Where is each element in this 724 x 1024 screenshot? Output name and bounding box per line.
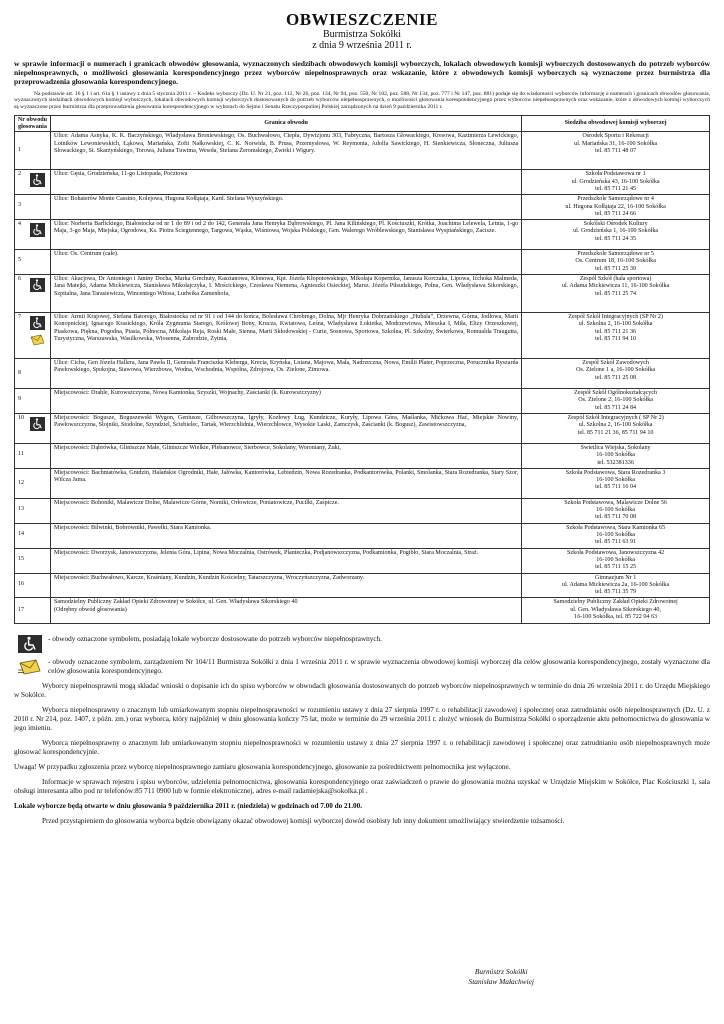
commission-seat bbox=[522, 523, 710, 548]
district-number-cell bbox=[15, 598, 51, 624]
commission-seat bbox=[522, 598, 710, 624]
column-header-nr: Nr obwodu głosowania bbox=[15, 116, 51, 132]
district-number-cell bbox=[15, 220, 51, 250]
paragraph-information: Informacje w sprawach rejestru i spisu wyborców, udzielenia pełnomocnictwa, głosowania korespondencyjnego oraz zaświadczeń o prawie do głosowania można uzyskać w Urzędzie Miejskim w Sokółce, Plac Kościuszki 1, sala obsługi interesanta albo pod nr telefonów:85 711 0900 lub w formie elektronicznej, adres e-mail radamiejska@sokolka.pl . bbox=[14, 778, 710, 796]
commission-seat bbox=[522, 170, 710, 195]
notice-subject: w sprawie informacji o numerach i granicach obwodów głosowania, wyznaczonych siedzibach obwodowych komisji wyborczych, lokalach obwodowych komisji wyborczych dostosowanych do potrzeb wyborców niepełnosprawnych, o możliwości głosowania korespondencyjnego przez wyborców niepełnosprawnych oraz wskazanie, które z obwodowych komisji wyborczych są wyznaczone przez burmistrza dla przeprowadzenia głosowania korespondencyjnego. bbox=[14, 59, 710, 87]
wheelchair-icon bbox=[30, 223, 45, 237]
district-boundary: Miejscowości: Bohoniki, Malawicze Dolne, Malawicze Górne, Nomiki, Orłowicze, Poniatowicze, Pucilki, Zaśpicze. bbox=[50, 498, 521, 523]
district-number-cell bbox=[15, 250, 51, 275]
wheelchair-icon bbox=[18, 635, 42, 653]
wheelchair-icon bbox=[30, 173, 45, 187]
commission-seat bbox=[522, 548, 710, 573]
seat-line: tel. 85 711 70 08 bbox=[595, 514, 637, 521]
legend-envelope-text: - obwody oznaczone symbolem, zarządzeniem Nr 104/11 Burmistrza Sokółki z dnia 1 września 2011 r. w sprawie wyznaczenia obwodowej komisji wyborczej dla celów głosowania korespondencyjnego, zostały wyznaczone dla celów głosowania korespondencyjnego. bbox=[48, 658, 710, 676]
seat-line: Os. Zielone 2, 16-100 Sokółka bbox=[578, 397, 654, 404]
table-row bbox=[15, 220, 710, 250]
legend-envelope bbox=[14, 658, 710, 676]
district-boundary: Miejscowości: Buchwałowo, Karcze, Kraśniany, Kundzin, Kundzin Kościelny, Tatarszczyzna, Wroczyńszczyzna, Zadworzany. bbox=[50, 573, 521, 598]
legend-wheelchair-text: - obwody oznaczone symbolem, posiadają lokale wyborcze dostosowane do potrzeb wyborców niepełnosprawnych. bbox=[48, 635, 382, 644]
district-number: 5 bbox=[18, 257, 22, 264]
wheelchair-icon bbox=[30, 278, 45, 292]
notice-header bbox=[14, 10, 710, 51]
table-row bbox=[15, 195, 710, 220]
commission-seat bbox=[522, 468, 710, 498]
district-number: 4 bbox=[18, 221, 22, 228]
district-boundary: Ulice: Norberta Barlickiego, Białostocka od nr 1 do 89 i od 2 do 142, Generała Jana Henryka Dąbrowskiego, Pl. Jana Kilińskiego, Pl. Kościuszki, Krótka, Joachima Lelewela, Letnia, 1-go Maja, 3-go Maja, Miejska, Ogrodowa, Ks. Piotra Ściegiennego, Targowa, Wąska, Wiśniowa, Wojska Polskiego, Gen. Walerego Wróblewskiego, Stanisława Wyspiańskiego, Zacisze. bbox=[50, 220, 521, 250]
seat-line: Samodzielny Publiczny Zakład Opieki Zdrowotnej bbox=[553, 599, 678, 606]
district-number-cell bbox=[15, 413, 51, 443]
table-row bbox=[15, 389, 710, 414]
paragraph-warning: Uwaga! W przypadku zgłoszenia przez wyborcę niepełnosprawnego zamiaru głosowania korespondencyjnego, głosowanie za pośrednictwem pełnomocnika jest wyłączone. bbox=[14, 763, 511, 772]
table-row bbox=[15, 443, 710, 468]
table-header-row bbox=[15, 116, 710, 132]
seat-line: tel. 85 711 25 08 bbox=[595, 374, 637, 381]
paragraph-identity: Przed przystąpieniem do głosowania wyborca będzie obowiązany okazać obwodowej komisji wyborczej dowód osobisty lub inny dokument umożliwiający stwierdzenie tożsamości. bbox=[42, 817, 565, 826]
district-boundary: Miejscowości: Bilwinki, Bobrowniki, Pawełki, Stara Kamionka. bbox=[50, 523, 521, 548]
seat-line: Szkoła Podstawowa nr 1 bbox=[585, 171, 646, 178]
district-boundary: Ulice: Akacjowa, Dr Antoniego i Janiny Docha, Marka Grechuty, Kasztanowa, Klonowa, Kpt. Józefa Kłopotowskiego, Mikołaja Kopernika, Janusza Korczaka, Lipowa, Ićchoka Malmeda, Jana Matejki, Adama Mickiewicza, Stanisława Mikołajczyka, I. Mościckiego, Czesława Niemena, Agnieszki Osieckiej, Marsz. Józefa Piłsudskiego, Polna, Gen. Władysława Sikorskiego, Szpitalna, Jana Tarasiewicza, Wincentego Witosa, Ludwika Zamenhofa, bbox=[50, 275, 521, 313]
district-number: 2 bbox=[18, 171, 22, 178]
district-boundary: Ulice: Cicha, Gen Józefa Hallera, Jana Pawła II, Generała Franciszka Kleberga, Krecia, Kryńska, Lniana, Majowa, Mała, Nadrzeczna, Nowa, Emilii Plater, Poprzeczna, Porucznika Ryszarda Pawłowskiego, Spokojna, Stawowa, Wierzbowa, Wodna, Wschodnia, Wspólna, Zdrojowa, Os. Zielone, Zimowa. bbox=[50, 359, 521, 389]
seat-line: Szkoła Podstawowa, Malawicze Dolne 56 bbox=[564, 499, 667, 506]
district-number-cell bbox=[15, 498, 51, 523]
district-number: 9 bbox=[18, 396, 22, 403]
district-boundary: Ulice: Os. Centrum (całe). bbox=[50, 250, 521, 275]
commission-seat bbox=[522, 413, 710, 443]
district-boundary: Miejscowości: Dworzysk, Janowszczyzna, Jelenia Góra, Lipina, Nowa Moczalnia, Ostrówek, Planteczka, Podjanowszczyzna, Podkamionka, Pogibło, Stara Moczalnia, Straż. bbox=[50, 548, 521, 573]
seat-line: 16-100 Sokółka bbox=[596, 477, 635, 484]
district-number-cell bbox=[15, 548, 51, 573]
seat-line: Ośrodek Sportu i Rekreacji bbox=[582, 133, 649, 140]
envelope-icon bbox=[18, 658, 42, 676]
wheelchair-icon bbox=[30, 316, 45, 330]
seat-line: tel. 85 711 24 35 bbox=[595, 235, 637, 242]
seat-line: ul. Grodzieńska 43, 16-100 Sokółka bbox=[571, 178, 660, 185]
seat-line: ul. Adama Mickiewicza 11, 16-100 Sokółka bbox=[561, 283, 670, 290]
seat-line: Gimnazjum Nr 1 bbox=[594, 574, 637, 581]
district-icons bbox=[30, 223, 45, 237]
seat-line: ul. Adama Mickiewicza 2a, 16-100 Sokółka bbox=[562, 581, 670, 588]
district-icons bbox=[30, 278, 45, 292]
district-number-cell bbox=[15, 523, 51, 548]
seat-line: Świetlica Wiejska, Sokolany bbox=[580, 444, 651, 451]
commission-seat bbox=[522, 275, 710, 313]
district-boundary: Ulice: Adama Asnyka, K. K. Baczyńskiego, Władysława Broniewskiego, Os. Buchwałowo, Ciepła, Dywizjonu 303, Fabryczna, Bartosza Głowackiego, Kresowa, Kazimierza Lewickiego, Lotników Lewoniewskich, Łąkowa, Mariańska, Zofii Nałkowskiej, C. K. Norwida, B. Prusa, Przemysłowa, W. Reymonta, Adolfa Sawickiego, H. Sienkiewicza, Słoneczna, Juliusza Słowackiego, St. Skarżyńskiego, Torowa, Juliana Tuwima, Wesoła, Stefana Żeromskiego, Żwirki i Wigury. bbox=[50, 132, 521, 170]
district-number: 15 bbox=[18, 555, 25, 562]
seat-line: tel. 85 711 94 10 bbox=[595, 335, 637, 342]
seat-line: ul. Hugona Kołłątaja 22, 16-100 Sokółka bbox=[565, 203, 666, 210]
seat-line: Przedszkole Samorządowe nr 4 bbox=[577, 196, 654, 203]
seat-line: Zespół Szkół Zawodowych bbox=[582, 360, 649, 367]
envelope-icon bbox=[30, 333, 45, 347]
seat-line: Os. Zielone 1 a, 16-100 Sokółka bbox=[576, 367, 656, 374]
district-number-cell bbox=[15, 313, 51, 359]
seat-line: ul. Mariańska 31, 16-100 Sokółka bbox=[574, 140, 658, 147]
commission-seat bbox=[522, 195, 710, 220]
column-header-area: Granica obwodu bbox=[50, 116, 521, 132]
seat-line: ul. Grodzieńska 1, 16-100 Sokółka bbox=[573, 228, 659, 235]
commission-seat bbox=[522, 389, 710, 414]
column-header-seat: Siedziba obwodowej komisji wyborczej bbox=[522, 116, 710, 132]
seat-line: tel. 85 711 16 04 bbox=[595, 484, 637, 491]
signature-name: Stanisław Małachwiej bbox=[468, 976, 534, 986]
district-number: 1 bbox=[18, 147, 22, 154]
district-number: 3 bbox=[18, 202, 22, 209]
seat-line: 16-100 Sokółka, tel. 85 722 04 63 bbox=[574, 614, 658, 620]
table-row bbox=[15, 313, 710, 359]
seat-line: tel. 85 711 25 74 bbox=[595, 290, 637, 297]
seat-line: Przedszkole Samorządowe nr 5 bbox=[577, 251, 654, 258]
district-boundary: Miejscowości: Drahle, Kurowszczyzna, Nowa Kamionka, Szyszki, Wojnachy, Zaścianki (k. Kurowszczyzny) bbox=[50, 389, 521, 414]
seat-line: Zespół Szkół Integracyjnych (SP Nr 2) bbox=[568, 314, 663, 321]
seat-line: tel. 85 711 63 91 bbox=[595, 539, 637, 546]
seat-line: Os. Centrum 18, 16-100 Sokółka bbox=[575, 258, 656, 265]
commission-seat bbox=[522, 313, 710, 359]
seat-line: 16-100 Sokółka bbox=[596, 452, 635, 459]
district-number: 13 bbox=[18, 505, 25, 512]
table-row bbox=[15, 598, 710, 624]
seat-line: Szkoła Podstawowa, Janowszczyzna 42 bbox=[567, 549, 665, 556]
table-row bbox=[15, 573, 710, 598]
district-number-cell bbox=[15, 468, 51, 498]
table-row bbox=[15, 275, 710, 313]
seat-line: tel. 85 711 15 25 bbox=[595, 564, 637, 571]
paragraph-proxy: Wyborca niepełnosprawny o znacznym lub umiarkowanym stopniu niepełnosprawności w rozumieniu ustawy z dnia 27 sierpnia 1997 r. o rehabilitacji zawodowej i społecznej oraz zatrudnianiu osób niepełnosprawnych (Dz. U. z 2010 r. Nr 214, poz. 1407, z późn. zm.) oraz wyborca, który najpóźniej w dniu głosowania kończy 75 lat, może w terminie do 29 września 2011 r. złożyć wniosek do Burmistrza Sokółki o sporządzenie aktu pełnomocnictwa do głosowania w jego imieniu. bbox=[14, 706, 710, 733]
table-row bbox=[15, 468, 710, 498]
district-icons bbox=[30, 316, 45, 347]
seat-line: tel. 532381336 bbox=[597, 459, 634, 466]
district-boundary: Miejscowości: Dąbrówka, Gliniszcze Małe, Gliniszcze Wielkie, Plebanowce, Sierbowce, Sokolany, Woroniany, Żuki, bbox=[50, 443, 521, 468]
districts-table-body bbox=[15, 132, 710, 624]
seat-line: 16-100 Sokółka bbox=[596, 507, 635, 514]
commission-seat bbox=[522, 359, 710, 389]
district-number: 10 bbox=[18, 414, 25, 421]
district-boundary: Miejscowości: Bogusze, Boguszewski Wygon, Geniusze, Gilbowszczyna, Igryły, Kozłowy Ług, Kundzicze, Kuryły, Lipowa Góra, Maślanka, Mićkowa Hać, Miejskie Nowiny, Pawłowszczyzna, Słojniki, Stodolne, Szyndziel, Ściebielec, Tartak, Wierzchlidnia, Wierzchłowce, Wysokie Laski, Zamczysk, Zaścianki (k. Bogusz), Zawistowszczyzna, bbox=[50, 413, 521, 443]
signature bbox=[469, 967, 535, 986]
seat-line: tel. 85 711 24 66 bbox=[595, 210, 637, 217]
district-boundary: Samodzielny Publiczny Zakład Opieki Zdrowotnej w Sokółce, ul. Gen. Władysława Sikorskiego 40 (Odrębny obwód głosowania) bbox=[50, 598, 521, 624]
district-number: 16 bbox=[18, 580, 25, 587]
seat-line: ul. Gen. Władysława Sikorskiego 40, bbox=[570, 606, 661, 613]
paragraph-registration: Wyborcy niepełnosprawni mogą składać wnioski o dopisanie ich do spisu wyborców w obwodach głosowania dostosowanych do potrzeb wyborców niepełnosprawnych w terminie do dnia 26 września 2011 r. do Urzędu Miejskiego w Sokółce. bbox=[14, 682, 710, 700]
notice-issuer: Burmistrza Sokółki bbox=[322, 29, 402, 40]
legal-basis: Na podstawie art. 16 § 1 i art. 61a § 1 ustawy z dnia 5 stycznia 2011 r. – Kodeks wyborczy (Dz. U. Nr 21, poz. 112, Nr 26, poz. 134, Nr 94, poz. 550, Nr 102, poz. 588, Nr 134, poz. 777 i Nr 147, poz. 881) podaje się do wiadomości wyborców informację o numerach i granicach obwodów głosowania, wyznaczonych siedzibach obwodowych komisji wyborczych, lokalach obwodowych komisji wyborczych dostosowanych do potrzeb wyborców niepełnosprawnych, o możliwości głosowania korespondencyjnego przez wyborców niepełnosprawnych oraz wskazanie, które z obwodowych komisji wyborczych są wyznaczone przez burmistrza dla przeprowadzenia głosowania korespondencyjnego w wyborach do Sejmu i Senatu Rzeczypospolitej Polskiej zarządzonych na dzień 9 października 2011 r. bbox=[14, 90, 710, 110]
district-number-cell bbox=[15, 195, 51, 220]
paragraph-opening-hours: Lokale wyborcze będą otwarte w dniu głosowania 9 października 2011 r. (niedziela) w godzinach od 7.00 do 21.00. bbox=[14, 802, 363, 811]
district-boundary: Ulice: Gęsia, Grodzieńska, 11-go Listopada, Pocztowa bbox=[50, 170, 521, 195]
district-number: 12 bbox=[18, 479, 25, 486]
seat-line: tel. 85 711 21 36 bbox=[595, 328, 637, 335]
district-number-cell bbox=[15, 170, 51, 195]
district-number: 14 bbox=[18, 530, 25, 537]
district-number: 8 bbox=[18, 370, 22, 377]
districts-table bbox=[14, 115, 710, 624]
seat-line: tel. 85 711 35 79 bbox=[595, 589, 637, 596]
district-number: 6 bbox=[18, 276, 22, 283]
notice-title: OBWIESZCZENIE bbox=[286, 10, 438, 29]
seat-line: tel. 85 711 21 45 bbox=[595, 185, 637, 192]
district-number: 17 bbox=[18, 607, 25, 614]
seat-line: Szkoła Podstawowa, Stara Kamionka 65 bbox=[566, 524, 666, 531]
notice-date: z dnia 9 września 2011 r. bbox=[312, 40, 412, 51]
district-boundary: Ulice: Bohaterów Monte Cassino, Kolejowa, Hugona Kołłątaja, Kard. Stefana Wyszyńskiego. bbox=[50, 195, 521, 220]
commission-seat bbox=[522, 132, 710, 170]
table-row bbox=[15, 548, 710, 573]
district-number-cell bbox=[15, 573, 51, 598]
district-boundary: Miejscowości: Bachmatówka, Gnidzin, Halańskie Ogrodniki, Hałe, Jałówka, Kantorówka, Lebiedzin, Nowa Rozedranka, Podkantorówka, Polanki, Smolanka, Stara Rozedranka, Stary Szor, Wilcza Jama. bbox=[50, 468, 521, 498]
wheelchair-icon bbox=[30, 417, 45, 431]
seat-line: tel. 85 711 48 07 bbox=[595, 147, 637, 154]
table-row bbox=[15, 170, 710, 195]
seat-line: 16-100 Sokółka bbox=[596, 532, 635, 539]
paragraph-postal-voting: Wyborca niepełnosprawny o znacznym lub umiarkowanym stopniu niepełnosprawności w rozumieniu ustawy z dnia 27 sierpnia 1997 r. o rehabilitacji zawodowej i społecznej oraz zatrudnianiu osób niepełnosprawnych może głosować korespondencyjnie. bbox=[14, 739, 710, 757]
legend bbox=[14, 635, 710, 676]
seat-line: Zespół Szkół Integracyjnych ( SP Nr 2) bbox=[567, 414, 664, 421]
seat-line: Sokólski Ośrodek Kultury bbox=[583, 221, 648, 228]
district-number: 7 bbox=[18, 314, 22, 321]
table-row bbox=[15, 523, 710, 548]
seat-line: Szkoła Podstawowa, Stara Rozedranka 3 bbox=[565, 469, 666, 476]
seat-line: tel. 85 711 25 39 bbox=[595, 265, 637, 272]
table-row bbox=[15, 132, 710, 170]
commission-seat bbox=[522, 220, 710, 250]
district-icons bbox=[30, 417, 45, 431]
commission-seat bbox=[522, 573, 710, 598]
commission-seat bbox=[522, 250, 710, 275]
commission-seat bbox=[522, 498, 710, 523]
district-number-cell bbox=[15, 275, 51, 313]
table-row bbox=[15, 250, 710, 275]
district-number: 11 bbox=[18, 450, 24, 457]
table-row bbox=[15, 413, 710, 443]
district-number-cell bbox=[15, 389, 51, 414]
seat-line: Zespół Szkół (hala sportowa) bbox=[579, 276, 652, 283]
seat-line: Zespół Szkół Ogólnokształcących bbox=[574, 390, 658, 397]
table-row bbox=[15, 359, 710, 389]
signature-role: Burmistrz Sokółki bbox=[474, 967, 528, 976]
seat-line: tel. 85 711 21 36, 85 711 94 10 bbox=[577, 429, 654, 436]
table-row bbox=[15, 498, 710, 523]
seat-line: ul. Szkolna 2, 16-100 Sokółka bbox=[578, 321, 653, 328]
district-boundary: Ulice: Armii Krajowej, Stefana Batorego, Białostocka od nr 91 i od 144 do końca, Bolesława Chrobrego, Dolna, Mjr Henryka Dobrzańskiego „Hubala”, Drzewna, Górna, Jodłowa, Marii Konopnickiej, Ignacego Krasickiego, Króla Zygmunta Starego, Królowej Bony, Krucza, Kwiatowa, Leśna, Władysława Łokietka, Modrzewiowa, Mieszka I, Miła, Elizy Orzeszkowej, Piaskowa, Piękna, Pogodna, Ptasia, Północna, Mikołaja Reja, Roski Małe, Sienna, Marii Skłodowskiej - Curie, Sosnowa, Sportowa, Szkolna, Pl. Szkolny, Świerkowa, Romualda Traugutta, Turystyczna, Warszawska, Wasilkowska, Wiosenna, Zabrodzie, Żytnia, bbox=[50, 313, 521, 359]
seat-line: 16-100 Sokółka bbox=[596, 556, 635, 563]
district-number-cell bbox=[15, 443, 51, 468]
district-number-cell bbox=[15, 132, 51, 170]
district-number-cell bbox=[15, 359, 51, 389]
legend-wheelchair bbox=[14, 635, 710, 653]
district-icons bbox=[30, 173, 45, 187]
seat-line: tel. 85 711 24 84 bbox=[595, 404, 637, 411]
commission-seat bbox=[522, 443, 710, 468]
seat-line: ul. Szkolna 2, 16-100 Sokółka bbox=[578, 422, 653, 429]
